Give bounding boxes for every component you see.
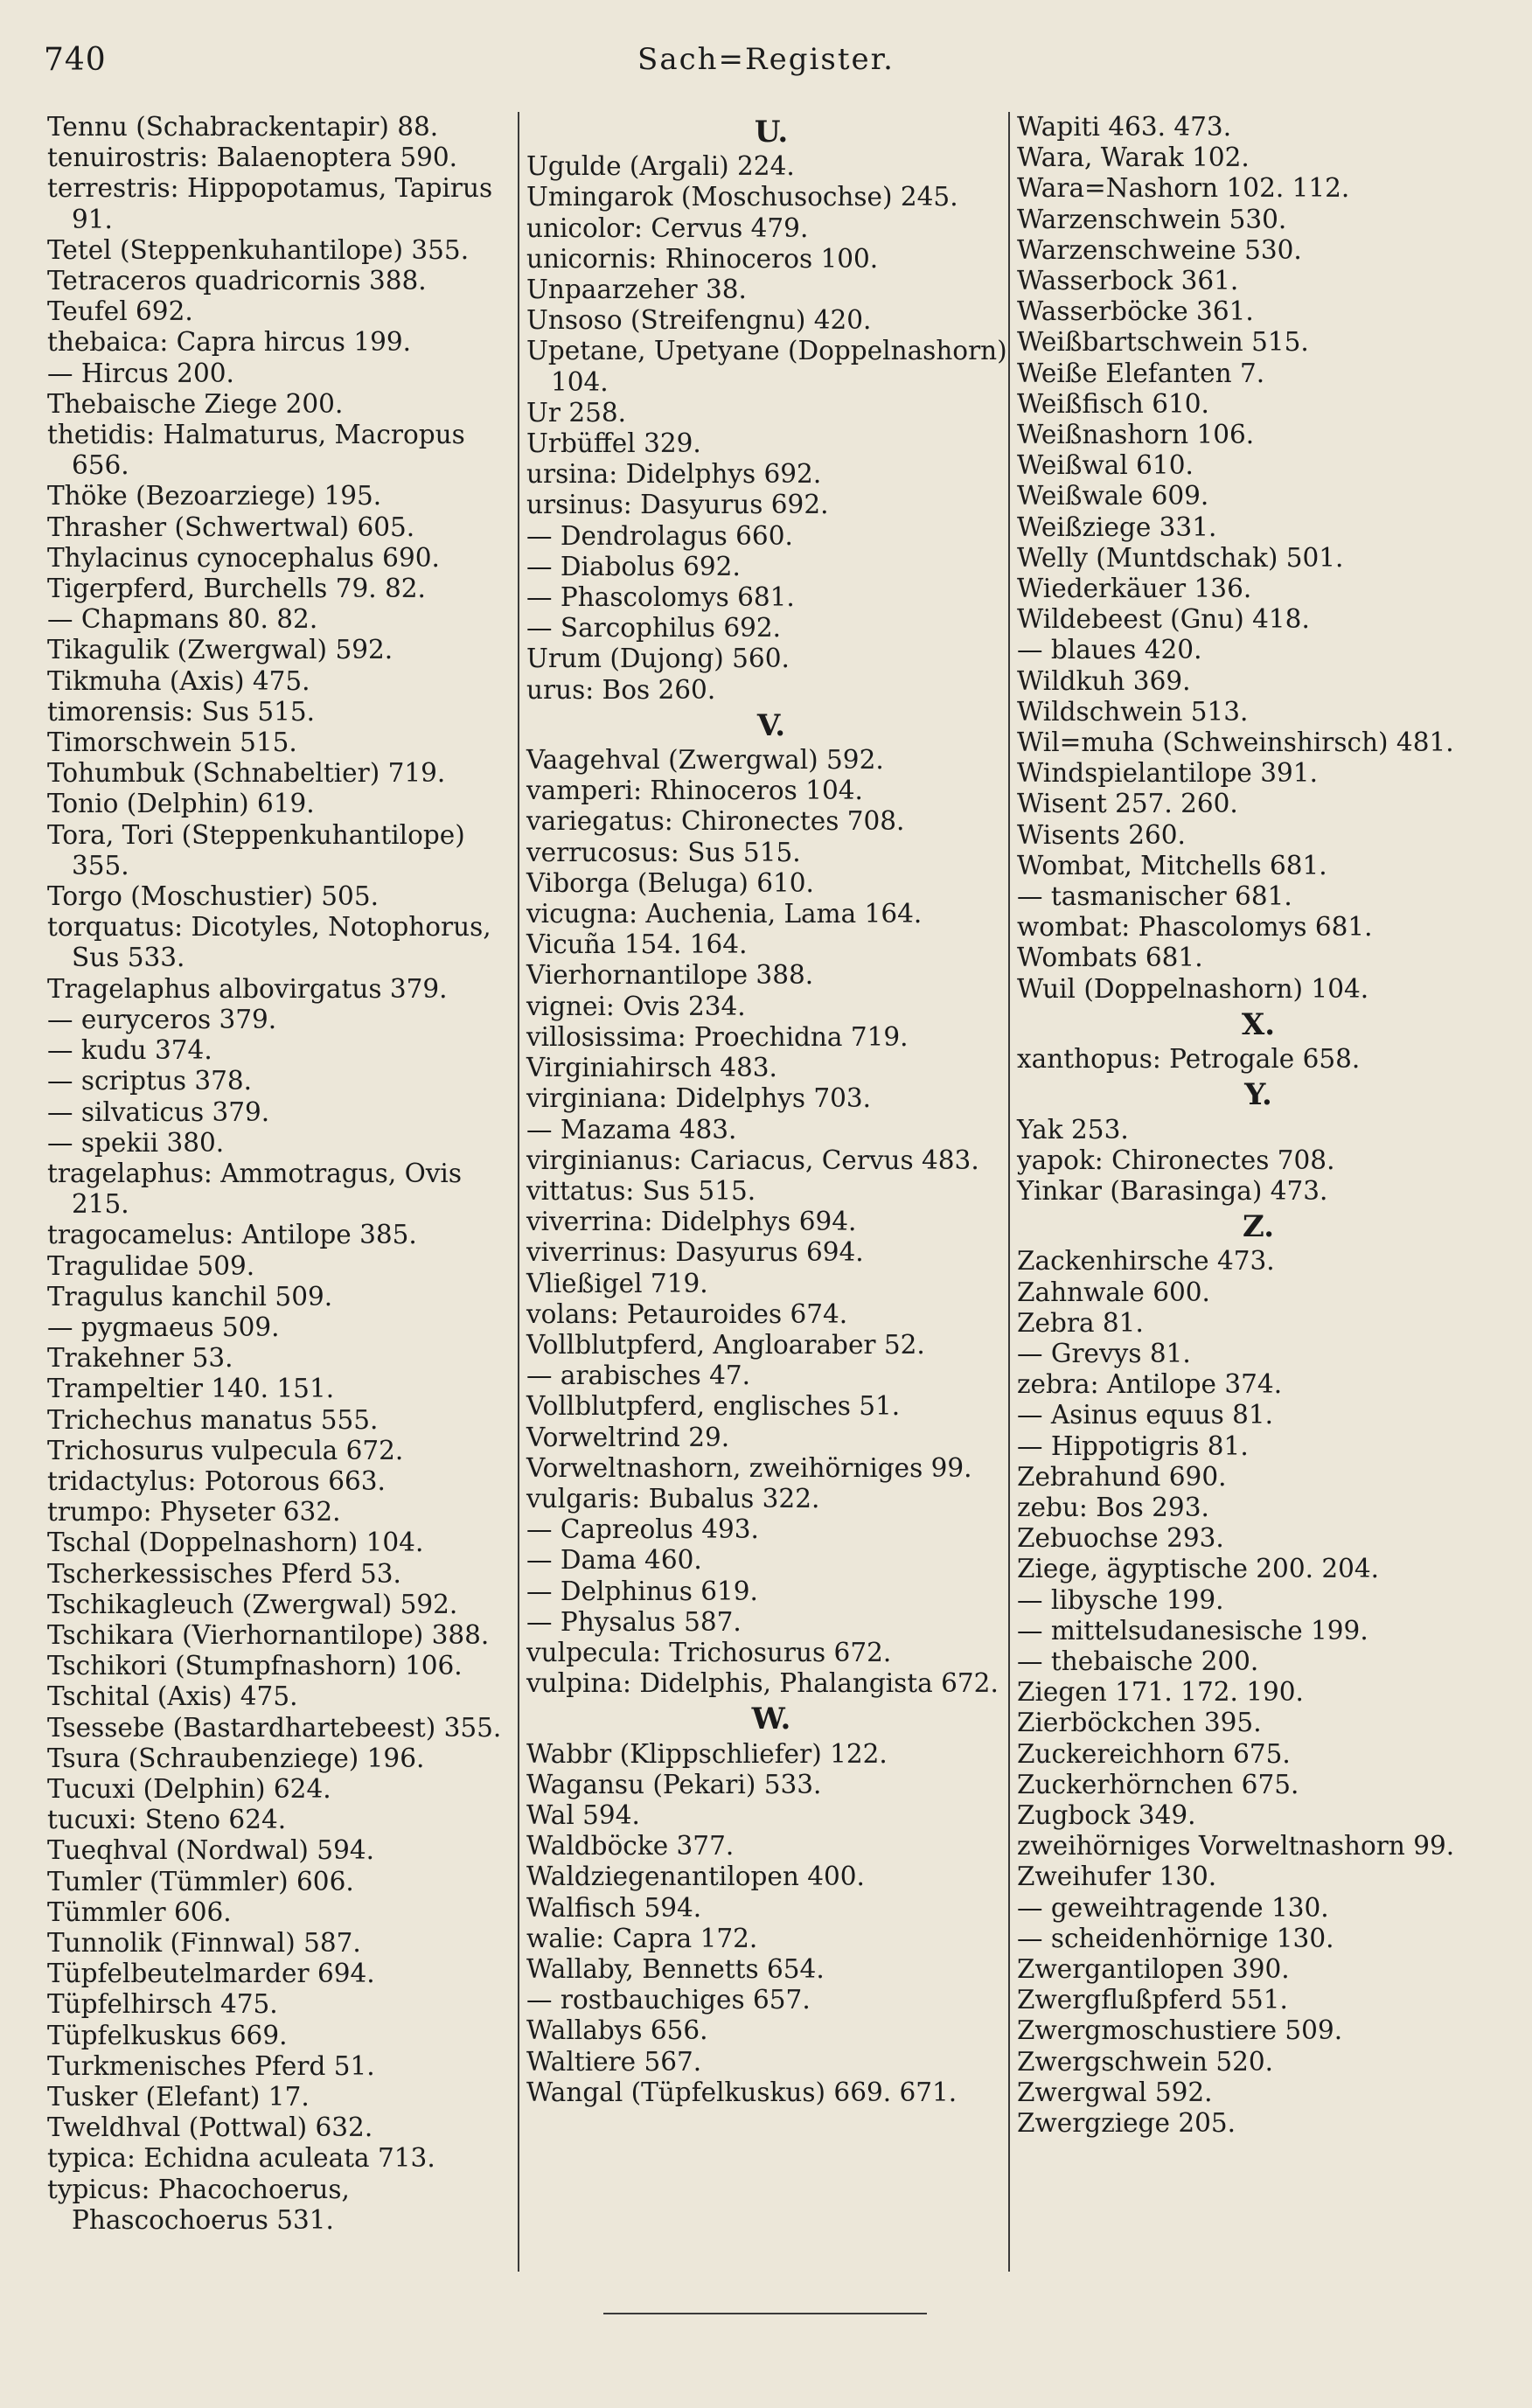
index-entry: Zwergmoschustiere 509.: [1017, 2015, 1343, 2046]
index-entry: Wal 594.: [526, 1799, 640, 1830]
index-entry: Vollblutpferd, Angloaraber 52.: [526, 1329, 925, 1360]
index-entry: Viborga (Beluga) 610.: [526, 867, 814, 898]
index-entry: Tschikara (Vierhornantilope) 388.: [47, 1619, 490, 1650]
index-entry: Wombat, Mitchells 681.: [1017, 850, 1327, 880]
index-entry: — Grevys 81.: [1017, 1338, 1191, 1368]
index-entry: Unpaarzeher 38.: [526, 275, 747, 305]
index-entry: — silvaticus 379.: [47, 1096, 270, 1127]
index-entry: Wallaby, Bennetts 654.: [526, 1953, 825, 1984]
index-entry: ursina: Didelphys 692.: [526, 459, 822, 490]
page-number: 740: [44, 42, 107, 78]
index-entry: Wildebeest (Gnu) 418.: [1017, 604, 1310, 635]
index-entry: — mittelsudanesische 199.: [1017, 1615, 1368, 1646]
index-entry: vicugna: Auchenia, Lama 164.: [526, 899, 923, 929]
index-entry: Unsoso (Streifengnu) 420.: [526, 305, 872, 336]
index-entry: volans: Petauroides 674.: [526, 1298, 848, 1329]
index-entry: Weißwal 610.: [1017, 450, 1194, 481]
index-entry: Teufel 692.: [47, 296, 193, 327]
index-entry: timorensis: Sus 515.: [47, 696, 316, 727]
index-entry: vamperi: Rhinoceros 104.: [526, 776, 863, 806]
index-entry: — spekii 380.: [47, 1127, 225, 1158]
index-entry: Tschital (Axis) 475.: [47, 1681, 298, 1712]
index-entry: Turkmenisches Pferd 51.: [47, 2050, 375, 2081]
index-entry: wombat: Phascolomys 681.: [1017, 912, 1373, 943]
index-entry: Tigerpferd, Burchells 79. 82.: [47, 574, 426, 604]
index-entry: Zuckereichhorn 675.: [1017, 1738, 1291, 1769]
index-entry: Tschikagleuch (Zwergwal) 592.: [47, 1589, 458, 1619]
index-entry: vulgaris: Bubalus 322.: [526, 1483, 820, 1514]
index-entry: Tweldhval (Pottwal) 632.: [47, 2112, 373, 2143]
index-entry: Ur 258.: [526, 397, 627, 428]
index-entry: Zebuochse 293.: [1017, 1523, 1224, 1554]
index-entry: Zugbock 349.: [1017, 1799, 1196, 1830]
index-entry: tragocamelus: Antilope 385.: [47, 1220, 417, 1250]
index-entry: tragelaphus: Ammotragus, Ovis 215.: [47, 1158, 463, 1220]
index-entry: Weißziege 331.: [1017, 512, 1217, 542]
index-entry: — Sarcophilus 692.: [526, 613, 782, 644]
index-entry: Wara, Warak 102.: [1017, 143, 1250, 173]
index-entry: Tsessebe (Bastardhartebeest) 355.: [47, 1712, 502, 1743]
index-entry: — Chapmans 80. 82.: [47, 604, 318, 635]
index-entry: Zahnwale 600.: [1017, 1277, 1210, 1307]
index-entry: Yak 253.: [1017, 1114, 1129, 1145]
index-entry: — blaues 420.: [1017, 635, 1202, 665]
index-entry: zebra: Antilope 374.: [1017, 1369, 1283, 1400]
index-entry: thetidis: Halmaturus, Macropus 656.: [47, 420, 465, 481]
index-entry: vittatus: Sus 515.: [526, 1175, 756, 1206]
index-entry: Tetraceros quadricornis 388.: [47, 266, 427, 296]
index-column-1: [47, 112, 512, 2236]
index-entry: unicornis: Rhinoceros 100.: [526, 243, 879, 274]
index-entry: Tusker (Elefant) 17.: [47, 2082, 310, 2112]
index-entry: — Hippotigris 81.: [1017, 1430, 1249, 1461]
running-head: Sach=Register.: [637, 42, 895, 77]
index-entry: Zweihufer 130.: [1017, 1862, 1217, 1892]
index-entry: — euryceros 379.: [47, 1004, 277, 1034]
index-entry: Timorschwein 515.: [47, 727, 297, 758]
index-entry: Tschikori (Stumpfnashorn) 106.: [47, 1651, 463, 1681]
index-entry: Yinkar (Barasinga) 473.: [1017, 1175, 1328, 1206]
index-entry: Weißbartschwein 515.: [1017, 327, 1309, 358]
index-entry: Ziegen 171. 172. 190.: [1017, 1677, 1304, 1708]
index-entry: Trampeltier 140. 151.: [47, 1374, 335, 1404]
index-entry: urus: Bos 260.: [526, 674, 716, 705]
index-entry: Upetane, Upetyane (Doppelnashorn) 104.: [526, 336, 1007, 397]
index-entry: Vließigel 719.: [526, 1268, 708, 1298]
index-entry: Tragulus kanchil 509.: [47, 1281, 333, 1312]
index-entry: Wil=muha (Schweinshirsch) 481.: [1017, 727, 1454, 758]
index-entry: — Mazama 483.: [526, 1114, 737, 1145]
index-entry: Vollblutpferd, englisches 51.: [526, 1391, 901, 1422]
index-entry: Zackenhirsche 473.: [1017, 1246, 1275, 1277]
section-letter: U.: [754, 115, 789, 150]
index-entry: — arabisches 47.: [526, 1361, 751, 1391]
index-entry: Wildschwein 513.: [1017, 696, 1249, 727]
index-entry: Weißnashorn 106.: [1017, 420, 1255, 450]
index-entry: Trichosurus vulpecula 672.: [47, 1435, 404, 1465]
index-entry: Vorweltnashorn, zweihörniges 99.: [526, 1452, 972, 1483]
index-entry: Thebaische Ziege 200.: [47, 388, 344, 419]
index-entry: verrucosus: Sus 515.: [526, 837, 801, 867]
index-entry: Umingarok (Moschusochse) 245.: [526, 182, 958, 212]
index-entry: trumpo: Physeter 632.: [47, 1497, 341, 1528]
index-entry: Zwergflußpferd 551.: [1017, 1985, 1288, 2015]
index-entry: Wallabys 656.: [526, 2015, 708, 2046]
index-entry: typica: Echidna aculeata 713.: [47, 2143, 435, 2174]
footer-rule: [603, 2313, 927, 2314]
index-entry: Zwergantilopen 390.: [1017, 1953, 1290, 1984]
index-entry: Warzenschweine 530.: [1017, 234, 1302, 265]
index-entry: Tennu (Schabrackentapir) 88.: [47, 112, 439, 142]
index-entry: Waldböcke 377.: [526, 1831, 735, 1862]
index-entry: Wabbr (Klippschliefer) 122.: [526, 1738, 888, 1769]
index-entry: Weiße Elefanten 7.: [1017, 358, 1265, 388]
index-entry: Wuil (Doppelnashorn) 104.: [1017, 973, 1369, 1004]
index-entry: terrestris: Hippopotamus, Tapirus 91.: [47, 173, 493, 234]
index-entry: Wara=Nashorn 102. 112.: [1017, 173, 1350, 204]
index-entry: — geweihtragende 130.: [1017, 1892, 1329, 1923]
index-entry: — tasmanischer 681.: [1017, 881, 1292, 912]
index-entry: — scriptus 378.: [47, 1066, 253, 1096]
index-entry: Zwergziege 205.: [1017, 2108, 1236, 2138]
index-entry: Tümmler 606.: [47, 1896, 232, 1927]
index-entry: variegatus: Chironectes 708.: [526, 806, 905, 837]
section-letter: Z.: [1242, 1209, 1275, 1245]
index-entry: Tunnolik (Finnwal) 587.: [47, 1927, 361, 1958]
index-entry: Tüpfelhirsch 475.: [47, 1989, 278, 2020]
index-entry: walie: Capra 172.: [526, 1923, 758, 1953]
index-entry: — Dama 460.: [526, 1545, 702, 1576]
index-entry: tucuxi: Steno 624.: [47, 1805, 287, 1835]
index-entry: ursinus: Dasyurus 692.: [526, 490, 829, 520]
column-rule: [518, 112, 519, 2272]
index-entry: Tumler (Tümmler) 606.: [47, 1866, 354, 1896]
index-entry: Wangal (Tüpfelkuskus) 669. 671.: [526, 2077, 958, 2107]
index-entry: torquatus: Dicotyles, Notophorus, Sus 533.: [47, 912, 491, 973]
index-entry: Tikagulik (Zwergwal) 592.: [47, 635, 393, 665]
index-entry: Zierböckchen 395.: [1017, 1708, 1262, 1738]
index-entry: Thöke (Bezoarziege) 195.: [47, 481, 382, 512]
index-entry: typicus: Phacochoerus, Phascochoerus 531.: [47, 2174, 350, 2235]
index-entry: Tohumbuk (Schnabeltier) 719.: [47, 758, 446, 789]
index-entry: Ugulde (Argali) 224.: [526, 151, 795, 182]
index-entry: — Asinus equus 81.: [1017, 1400, 1274, 1430]
index-entry: vulpina: Didelphis, Phalangista 672.: [526, 1668, 999, 1699]
index-entry: Zebrahund 690.: [1017, 1461, 1227, 1492]
index-entry: Tsura (Schraubenziege) 196.: [47, 1743, 425, 1773]
section-letter: W.: [751, 1702, 791, 1737]
index-entry: unicolor: Cervus 479.: [526, 212, 809, 243]
index-entry: villosissima: Proechidna 719.: [526, 1021, 909, 1052]
index-entry: Wagansu (Pekari) 533.: [526, 1769, 822, 1799]
index-entry: Wombats 681.: [1017, 943, 1203, 973]
index-entry: Urum (Dujong) 560.: [526, 644, 790, 674]
index-entry: thebaica: Capra hircus 199.: [47, 327, 412, 358]
index-entry: Trichechus manatus 555.: [47, 1404, 379, 1435]
index-entry: Weißfisch 610.: [1017, 388, 1209, 419]
index-entry: Tüpfelbeutelmarder 694.: [47, 1959, 375, 1989]
index-entry: Walfisch 594.: [526, 1892, 702, 1923]
index-entry: Zwergwal 592.: [1017, 2077, 1213, 2107]
index-entry: Wisent 257. 260.: [1017, 789, 1238, 819]
index-entry: zweihörniges Vorweltnashorn 99.: [1017, 1831, 1455, 1862]
column-rule: [1008, 112, 1010, 2272]
index-entry: Ziege, ägyptische 200. 204.: [1017, 1554, 1380, 1584]
index-entry: tridactylus: Potorous 663.: [47, 1465, 386, 1496]
index-entry: Tüpfelkuskus 669.: [47, 2020, 288, 2050]
index-entry: — Dendrolagus 660.: [526, 520, 793, 551]
index-entry: — Phascolomys 681.: [526, 582, 795, 613]
index-entry: Vicuña 154. 164.: [526, 929, 748, 960]
index-entry: Tetel (Steppenkuhantilope) 355.: [47, 234, 470, 265]
index-entry: Waltiere 567.: [526, 2046, 702, 2077]
index-entry: zebu: Bos 293.: [1017, 1492, 1209, 1522]
index-entry: Zwergschwein 520.: [1017, 2046, 1274, 2077]
index-entry: Wiederkäuer 136.: [1017, 574, 1252, 604]
index-entry: Urbüffel 329.: [526, 428, 701, 459]
index-entry: Trakehner 53.: [47, 1343, 233, 1374]
index-entry: viverrinus: Dasyurus 694.: [526, 1237, 864, 1268]
index-entry: Tora, Tori (Steppenkuhantilope) 355.: [47, 819, 465, 880]
index-entry: Zebra 81.: [1017, 1307, 1144, 1338]
index-entry: Wasserbock 361.: [1017, 266, 1239, 296]
index-entry: — kudu 374.: [47, 1035, 212, 1066]
index-column-2: [526, 112, 1016, 2108]
index-entry: — Diabolus 692.: [526, 551, 741, 581]
index-entry: Virginiahirsch 483.: [526, 1053, 777, 1083]
index-entry: Wapiti 463. 473.: [1017, 112, 1232, 142]
index-entry: Tikmuha (Axis) 475.: [47, 665, 310, 696]
section-letter: V.: [756, 707, 786, 743]
index-entry: virginiana: Didelphys 703.: [526, 1083, 872, 1114]
index-entry: vulpecula: Trichosurus 672.: [526, 1637, 892, 1667]
index-entry: — rostbauchiges 657.: [526, 1985, 811, 2015]
index-entry: xanthopus: Petrogale 658.: [1017, 1044, 1361, 1075]
index-entry: viverrina: Didelphys 694.: [526, 1207, 857, 1237]
index-entry: — Physalus 587.: [526, 1606, 742, 1637]
index-entry: yapok: Chironectes 708.: [1017, 1145, 1335, 1175]
index-entry: — thebaische 200.: [1017, 1646, 1259, 1676]
index-entry: Tschal (Doppelnashorn) 104.: [47, 1528, 424, 1558]
index-entry: Tonio (Delphin) 619.: [47, 789, 315, 819]
index-entry: Wildkuh 369.: [1017, 665, 1191, 696]
index-entry: — Hircus 200.: [47, 358, 234, 388]
index-entry: Tragelaphus albovirgatus 379.: [47, 973, 448, 1004]
index-entry: — scheidenhörnige 130.: [1017, 1923, 1334, 1953]
index-entry: — libysche 199.: [1017, 1584, 1224, 1615]
index-entry: virginianus: Cariacus, Cervus 483.: [526, 1145, 979, 1175]
index-entry: Weißwale 609.: [1017, 481, 1209, 512]
index-entry: Welly (Muntdschak) 501.: [1017, 542, 1344, 573]
index-entry: Vorweltrind 29.: [526, 1422, 730, 1452]
index-column-3: [1017, 112, 1500, 2139]
index-entry: Thylacinus cynocephalus 690.: [47, 542, 440, 573]
section-letter: X.: [1241, 1006, 1276, 1042]
index-entry: tenuirostris: Balaenoptera 590.: [47, 143, 458, 173]
index-entry: Torgo (Moschustier) 505.: [47, 881, 379, 912]
index-entry: Tscherkessisches Pferd 53.: [47, 1558, 401, 1589]
index-entry: — pygmaeus 509.: [47, 1312, 280, 1342]
index-entry: Vaagehval (Zwergwal) 592.: [526, 745, 884, 776]
index-entry: vignei: Ovis 234.: [526, 991, 746, 1021]
index-entry: Warzenschwein 530.: [1017, 204, 1287, 234]
index-entry: Vierhornantilope 388.: [526, 960, 814, 991]
index-entry: — Capreolus 493.: [526, 1514, 759, 1545]
index-entry: Zuckerhörnchen 675.: [1017, 1769, 1299, 1799]
index-entry: Wasserböcke 361.: [1017, 296, 1254, 327]
index-entry: Thrasher (Schwertwal) 605.: [47, 512, 415, 542]
index-entry: Tueqhval (Nordwal) 594.: [47, 1835, 374, 1866]
index-entry: — Delphinus 619.: [526, 1576, 758, 1606]
index-entry: Windspielantilope 391.: [1017, 758, 1318, 789]
index-entry: Tucuxi (Delphin) 624.: [47, 1773, 331, 1804]
index-entry: Wisents 260.: [1017, 819, 1186, 850]
index-entry: Waldziegenantilopen 400.: [526, 1862, 865, 1892]
index-entry: Tragulidae 509.: [47, 1250, 255, 1281]
section-letter: Y.: [1244, 1077, 1272, 1113]
